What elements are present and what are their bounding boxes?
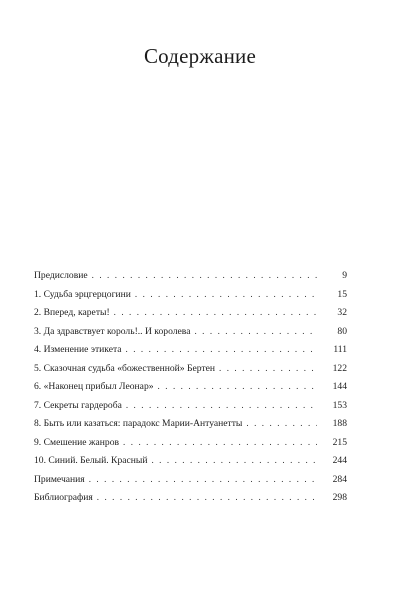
toc-dot-leader [246, 414, 317, 433]
toc-dot-leader [158, 377, 317, 396]
toc-dot-leader [89, 470, 317, 489]
toc-page-number: 32 [337, 307, 347, 318]
page-title: Содержание [143, 44, 257, 68]
toc-dot-leader [126, 340, 317, 359]
toc-entry-notes[interactable] [34, 470, 347, 489]
toc-dot-leader [114, 303, 317, 322]
toc-dot-leader [219, 359, 317, 378]
toc-dot-leader [123, 433, 317, 452]
toc-entry-label: 7. Секреты гардероба [34, 399, 122, 411]
toc-entry-label: Библиография [34, 492, 93, 503]
toc-dot-leader [151, 451, 317, 470]
toc-dot-leader [135, 285, 317, 304]
toc-page-number: 298 [332, 492, 347, 503]
toc-page-number: 284 [332, 473, 347, 485]
toc-entry-label: 1. Судьба эрцгерцогини [34, 288, 131, 300]
toc-page-number: 15 [337, 288, 347, 300]
toc-entry-label: 2. Вперед, кареты! [34, 307, 110, 318]
toc-page-number: 215 [332, 436, 347, 448]
toc-dot-leader [97, 488, 317, 507]
toc-entry-label: Примечания [34, 473, 85, 485]
toc-entry-label: 9. Смешение жанров [34, 436, 120, 448]
toc-entry-label: Предисловие [34, 270, 88, 281]
toc-page-number: 122 [332, 362, 347, 374]
toc-entry-label: 4. Изменение этикета [34, 344, 122, 355]
toc-page-number: 80 [337, 325, 347, 337]
toc-entry-chapter-6[interactable] [34, 377, 347, 396]
toc-entry-chapter-9[interactable] [34, 433, 347, 452]
toc-entry-label: 8. Быть или казаться: парадокс Марии-Антуанетты [34, 418, 243, 429]
toc-page-number: 9 [342, 270, 347, 281]
toc-page-number: 111 [333, 344, 347, 355]
toc-entry-chapter-2[interactable] [34, 303, 347, 322]
toc-entry-chapter-4[interactable] [34, 340, 347, 359]
toc-page-number: 188 [332, 418, 347, 429]
toc-entry-chapter-3[interactable] [34, 322, 347, 341]
toc-entry-chapter-8[interactable] [34, 414, 347, 433]
toc-entry-label: 10. Синий. Белый. Красный [34, 455, 148, 466]
toc-entry-bibliography[interactable] [34, 488, 347, 507]
toc-dot-leader [126, 396, 317, 415]
toc-entry-chapter-7[interactable] [34, 396, 347, 415]
toc-page-number: 153 [332, 399, 347, 411]
toc-entry-label: 5. Сказочная судьба «божественной» Бертен [34, 362, 216, 374]
toc-entry-chapter-1[interactable] [34, 285, 347, 304]
toc-entry-chapter-10[interactable] [34, 451, 347, 470]
toc-dot-leader [92, 266, 317, 285]
toc-entry-preface[interactable] [34, 266, 347, 285]
toc-page-number: 144 [332, 381, 347, 392]
toc-page-number: 244 [332, 455, 347, 466]
toc-entry-label: 6. «Наконец прибыл Леонар» [34, 381, 154, 392]
toc-entry-chapter-5[interactable] [34, 359, 347, 378]
toc-dot-leader [194, 322, 317, 341]
toc-entry-label: 3. Да здравствует король!.. И королева [34, 325, 191, 337]
table-of-contents [34, 266, 347, 507]
